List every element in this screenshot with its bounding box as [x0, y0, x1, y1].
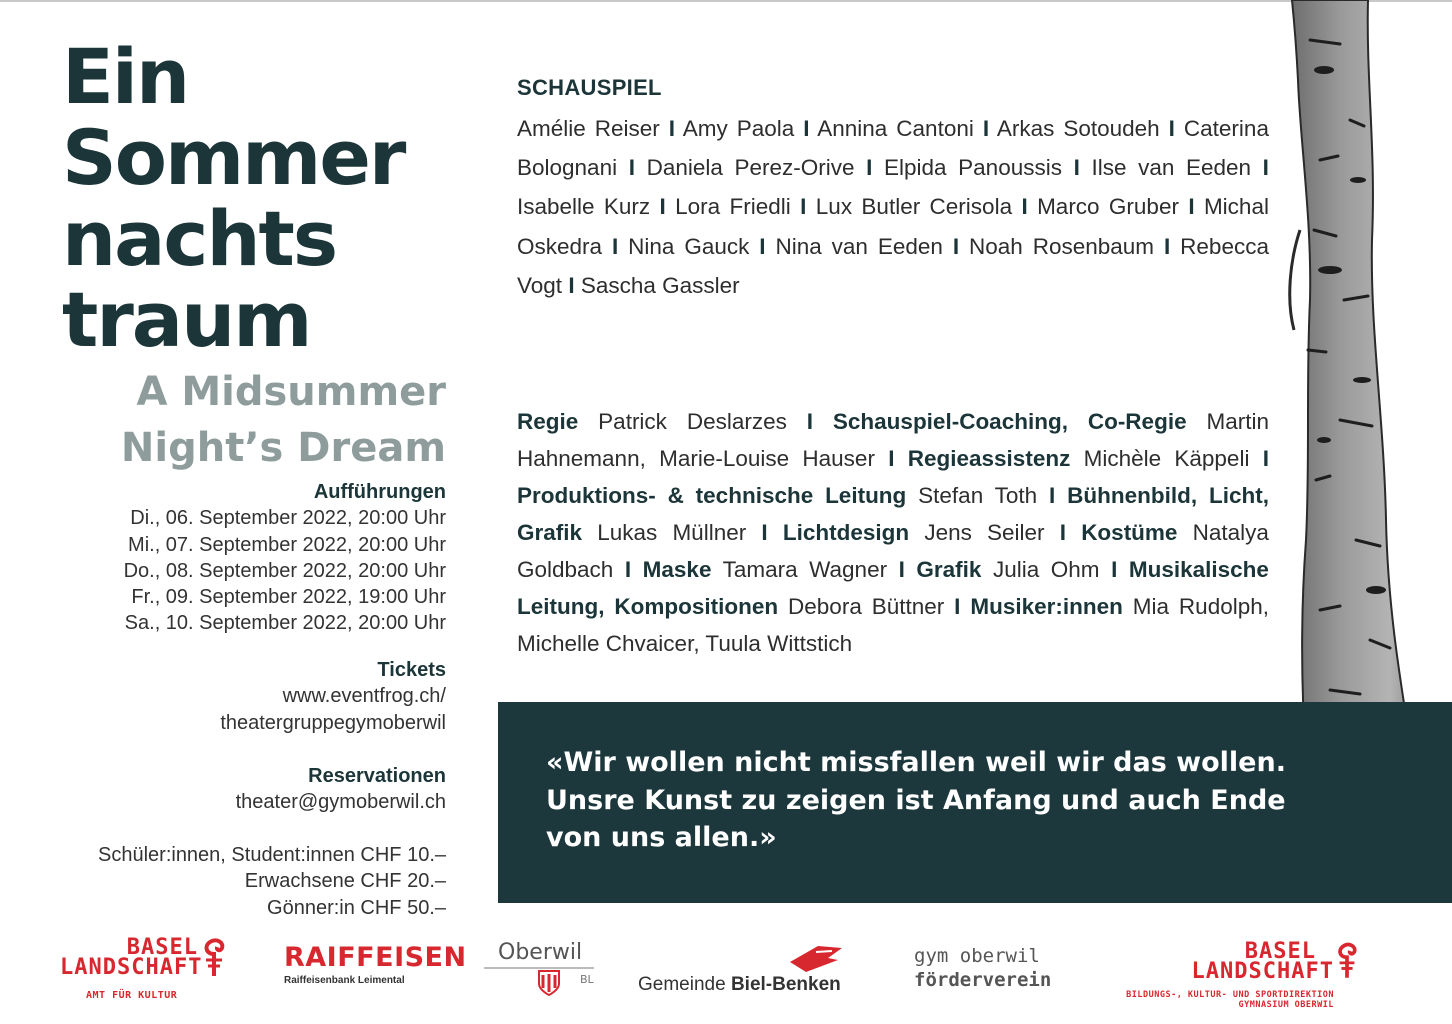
logo-text-prefix: Gemeinde [638, 974, 731, 995]
cast-name: Amélie Reiser [517, 116, 660, 141]
logo-text: Oberwil [498, 940, 583, 965]
crew-names: Debora Büttner [788, 594, 945, 619]
tickets-section [40, 657, 446, 736]
separator: I [803, 116, 810, 141]
flag-logo-icon [788, 944, 844, 972]
cast-name: Daniela Perez-Orive [646, 155, 855, 181]
cast-name: Noah Rosenbaum [969, 233, 1155, 259]
crew-role: Produktions- & technische Leitung [517, 483, 907, 508]
separator: I [1262, 155, 1269, 181]
logo-text: förderverein [914, 969, 1052, 991]
cast-heading: SCHAUSPIEL [517, 75, 662, 100]
crew-role: Regie [517, 409, 579, 434]
crew-role: Bühnenbild, Licht, Grafik [517, 483, 1269, 545]
logo-subtext: BILDUNGS-, KULTUR- UND SPORTDIREKTION [1126, 990, 1334, 1000]
bishop-staff-icon [200, 938, 228, 978]
separator: I [898, 557, 905, 582]
crew-names: Jens Seiler [924, 520, 1045, 545]
cast-name: Michal Oskedra [517, 194, 1269, 259]
cast-name: Caterina Bolognani [517, 116, 1269, 181]
crew-names: Patrick Deslarzes [598, 409, 787, 434]
logo-subtext: Raiffeisenbank Leimental [284, 975, 405, 986]
cast-name: Rebecca Vogt [517, 233, 1269, 298]
coat-of-arms-icon [538, 970, 560, 996]
separator: I [1168, 116, 1175, 141]
reservations-heading: Reservationen [308, 765, 446, 787]
cast-name: Isabelle Kurz [517, 194, 651, 220]
logo-basel-landschaft-bks [1094, 939, 1360, 1010]
crew-role: Musikalische Leitung, Kompositionen [517, 557, 1269, 619]
separator: I [1163, 233, 1171, 259]
crew-names: Stefan Toth [918, 483, 1038, 508]
prices-section [40, 842, 446, 921]
crew-names: Lukas Müllner [597, 520, 747, 545]
logo-subtext: AMT FÜR KULTUR [86, 990, 178, 1001]
logo-text: gym oberwil [914, 945, 1040, 967]
crew-role: Schauspiel-Coaching, Co-Regie [832, 409, 1187, 434]
cast-name: Annina Cantoni [817, 116, 974, 141]
logo-text: BASEL [126, 935, 198, 960]
separator: I [1049, 483, 1056, 508]
separator: I [806, 409, 814, 434]
separator: I [888, 446, 895, 471]
crew-role: Regieassistenz [907, 446, 1071, 471]
logo-text: RAIFFEISEN [284, 942, 467, 973]
logo-text: LANDSCHAFT [1191, 959, 1334, 984]
reservations-section [40, 763, 446, 816]
tickets-url[interactable]: www.eventfrog.ch/ [282, 685, 446, 708]
cast-name: Lux Butler Cerisola [815, 194, 1013, 220]
crew-list [517, 403, 1269, 662]
logo-basel-landschaft-kultur [60, 935, 228, 1001]
logo-subtext: GYMNASIUM OBERWIL [1238, 1000, 1334, 1010]
title-line: traum [62, 275, 311, 364]
separator: I [759, 233, 766, 259]
cast-name: Elpida Panoussis [884, 155, 1062, 181]
separator: I [1111, 557, 1118, 582]
logo-text: BASEL [1244, 939, 1316, 964]
price-line: Erwachsene CHF 20.– [244, 870, 446, 893]
performance-date: Di., 06. September 2022, 20:00 Uhr [130, 507, 446, 530]
logo-text [638, 974, 841, 996]
crew-role: Kostüme [1081, 520, 1178, 545]
tickets-heading: Tickets [377, 659, 446, 681]
english-subtitle [120, 364, 446, 476]
separator: I [1262, 446, 1269, 471]
bishop-staff-icon [1334, 942, 1360, 980]
logo-text-name: Biel-Benken [730, 974, 841, 995]
quote-text [546, 744, 1286, 857]
title-line: nachts [62, 194, 337, 283]
logo-oberwil [484, 940, 604, 1000]
separator: I [954, 594, 961, 619]
cast-name: Sascha Gassler [580, 272, 740, 298]
cast-name: Arkas Sotoudeh [996, 116, 1160, 141]
subtitle-line: A Midsummer [136, 369, 446, 415]
price-line: Gönner:in CHF 50.– [267, 896, 446, 919]
price-line: Schüler:innen, Student:innen CHF 10.– [98, 844, 446, 866]
crew-role: Grafik [916, 557, 982, 582]
cast-name: Nina Gauck [628, 233, 750, 259]
logo-gym-oberwil-foerderverein [914, 944, 1064, 992]
main-title [62, 32, 482, 364]
separator: I [624, 557, 632, 582]
cast-name: Nina van Eeden [775, 233, 943, 259]
separator: I [866, 155, 873, 181]
cast-list [517, 109, 1269, 305]
logo-biel-benken [638, 944, 858, 1000]
top-rule [0, 0, 1452, 2]
crew-names: Michèle Käppeli [1083, 446, 1250, 471]
separator: I [611, 233, 619, 259]
tickets-url[interactable]: theatergruppegymoberwil [220, 711, 446, 734]
separator: I [668, 116, 676, 141]
cast-name: Amy Paola [682, 116, 795, 141]
cast-name: Marco Gruber [1037, 194, 1179, 220]
subtitle-line: Night’s Dream [120, 425, 446, 471]
crew-names: Julia Ohm [992, 557, 1100, 582]
crew-role: Maske [642, 557, 712, 582]
performance-date: Do., 08. September 2022, 20:00 Uhr [123, 559, 446, 582]
crew-role: Musiker:innen [970, 594, 1123, 619]
crew-names: Tamara Wagner [722, 557, 888, 582]
cast-name: Lora Friedli [675, 194, 791, 220]
separator: I [1188, 194, 1195, 220]
separator: I [982, 116, 990, 141]
crew-names: Martin Hahnemann, Marie-Louise Hauser [517, 409, 1269, 471]
title-line: Ein [62, 32, 189, 121]
separator: I [1021, 194, 1028, 220]
separator: I [800, 194, 807, 220]
performance-date: Fr., 09. September 2022, 19:00 Uhr [131, 586, 446, 609]
logo-rule [484, 967, 594, 969]
quote-line: «Wir wollen nicht missfallen weil wir das wollen. [546, 747, 1286, 778]
crew-names: Natalya Goldbach [517, 520, 1269, 582]
separator: I [628, 155, 635, 181]
separator: I [761, 520, 768, 545]
performances-heading: Aufführungen [313, 481, 446, 503]
logo-text: LANDSCHAFT [60, 955, 203, 980]
separator: I [568, 272, 575, 298]
performance-date: Sa., 10. September 2022, 20:00 Uhr [124, 612, 446, 635]
reservations-email[interactable]: theater@gymoberwil.ch [235, 791, 446, 814]
separator: I [952, 233, 960, 259]
logo-raiffeisen [284, 942, 467, 986]
performances-section [40, 479, 446, 637]
separator: I [659, 194, 666, 220]
crew-role: Lichtdesign [782, 520, 910, 545]
title-line: Sommer [62, 113, 405, 202]
quote-line: Unsre Kunst zu zeigen ist Anfang und auch Ende [546, 784, 1286, 816]
crew-names: Mia Rudolph, Michelle Chvaicer, Tuula Wittstich [517, 594, 1269, 656]
quote-line: von uns allen.» [546, 822, 777, 853]
performance-date: Mi., 07. September 2022, 20:00 Uhr [128, 533, 446, 556]
separator: I [1059, 520, 1066, 545]
separator: I [1073, 155, 1080, 181]
cast-name: Ilse van Eeden [1091, 155, 1252, 181]
logo-subtext: BL [580, 973, 594, 986]
